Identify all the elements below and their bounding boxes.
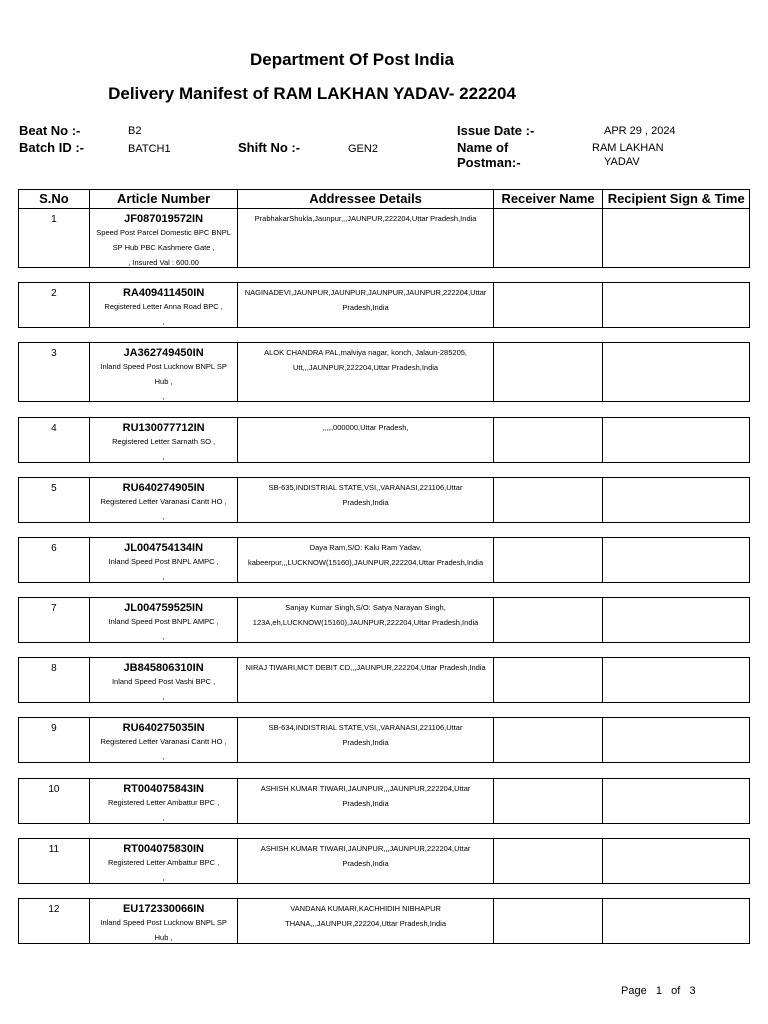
article-detail-line: Inland Speed Post Lucknow BNPL SP [100, 362, 227, 371]
cell-recipient-sign [603, 718, 749, 762]
cell-receiver-name [494, 899, 604, 943]
address-line: ASHISH KUMAR TIWARI,JAUNPUR,,,JAUNPUR,222204,Uttar [260, 784, 471, 793]
cell-receiver-name [494, 209, 604, 267]
issue-date-label: Issue Date :- [457, 123, 535, 138]
article-detail-line: , [162, 813, 165, 822]
cell-article [90, 209, 239, 267]
shift-label: Shift No :- [238, 140, 301, 155]
cell-receiver-name [494, 839, 604, 883]
article-number: JB845806310IN [123, 662, 204, 674]
cell-article [90, 343, 239, 401]
table-header [18, 189, 750, 209]
article-detail-line: Hub , [154, 933, 173, 942]
cell-sno: 5 [19, 478, 90, 522]
article-detail-line: Registered Letter Anna Road BPC , [104, 302, 223, 311]
cell-addressee [238, 658, 493, 702]
article-detail-line: Registered Letter Varanasi Cantt HO , [100, 737, 227, 746]
table-row [18, 208, 750, 268]
address-line: Pradesh,India [342, 799, 389, 808]
address-line: THANA,,,JAUNPUR,222204,Uttar Pradesh,India [285, 919, 447, 928]
table-row [18, 898, 750, 944]
postman-label-line2: Postman:- [457, 155, 521, 170]
cell-sno: 2 [19, 283, 90, 327]
address-line: kabeerpur,,,LUCKNOW(15160),JAUNPUR,222204,Uttar Pradesh,India [248, 558, 484, 567]
cell-receiver-name [494, 418, 604, 462]
article-number: RU640274905IN [122, 482, 205, 494]
address-line: SB-634,INDISTRIAL STATE,VSI,,VARANASI,221106,Uttar [268, 723, 463, 732]
address-line: Pradesh,India [342, 859, 389, 868]
cell-addressee [238, 283, 493, 327]
article-number: RU130077712IN [122, 422, 205, 434]
page-label: Page [621, 985, 647, 997]
article-detail-line: SP Hub PBC Kashmere Gate , [112, 243, 215, 252]
cell-sno: 10 [19, 779, 90, 823]
address-line: Utt,,,JAUNPUR,222204,Uttar Pradesh,India [293, 363, 439, 372]
article-detail-line: , [162, 752, 165, 761]
cell-article [90, 418, 239, 462]
beat-value: B2 [128, 125, 142, 137]
cell-article [90, 538, 239, 582]
address-line: Pradesh,India [342, 303, 389, 312]
cell-article [90, 779, 239, 823]
beat-label: Beat No :- [19, 123, 81, 138]
shift-value: GEN2 [348, 143, 378, 155]
article-detail-line: , [162, 692, 165, 701]
address-line: ASHISH KUMAR TIWARI,JAUNPUR,,,JAUNPUR,222204,Uttar [260, 844, 471, 853]
article-detail-line: , Insured Val : 600.00 [128, 258, 199, 267]
cell-sno: 1 [19, 209, 90, 267]
article-detail-line: Inland Speed Post Vashi BPC , [111, 677, 216, 686]
cell-recipient-sign [603, 598, 749, 642]
postman-label-line1: Name of [457, 140, 509, 155]
cell-receiver-name [494, 598, 604, 642]
article-number: JL004754134IN [124, 542, 204, 554]
article-detail-line: Registered Letter Ambattur BPC , [107, 858, 220, 867]
address-line: NIRAJ TIWARI,MCT DEBIT CD,,,JAUNPUR,222204,Uttar Pradesh,India [245, 663, 486, 672]
cell-recipient-sign [603, 209, 749, 267]
article-number: EU172330066IN [122, 903, 205, 915]
batch-value: BATCH1 [128, 143, 171, 155]
article-detail-line: Registered Letter Varanasi Cantt HO , [100, 497, 227, 506]
cell-article [90, 598, 239, 642]
page-total: 3 [689, 985, 696, 997]
address-line: SB-635,INDISTRIAL STATE,VSI,,VARANASI,221106,Uttar [268, 483, 463, 492]
cell-recipient-sign [603, 418, 749, 462]
article-detail-line: , [162, 452, 165, 461]
cell-receiver-name [494, 283, 604, 327]
cell-sno: 6 [19, 538, 90, 582]
postman-name-line1: RAM LAKHAN [592, 142, 664, 154]
col-header-article: Article Number [90, 190, 239, 208]
postman-name-line2: YADAV [604, 156, 640, 168]
cell-receiver-name [494, 779, 604, 823]
article-detail-line: Registered Letter Ambattur BPC , [107, 798, 220, 807]
cell-recipient-sign [603, 343, 749, 401]
cell-article [90, 658, 239, 702]
page-number: 1 [655, 985, 662, 997]
article-detail-line: Registered Letter Sarnath SO , [112, 437, 216, 446]
table-row [18, 342, 750, 402]
issue-date-value: APR 29 , 2024 [604, 125, 676, 137]
col-header-sno: S.No [19, 190, 90, 208]
page-indicator [621, 985, 696, 997]
article-number: RA409411450IN [122, 287, 205, 299]
article-detail-line: Inland Speed Post BNPL AMPC , [108, 617, 219, 626]
cell-addressee [238, 209, 493, 267]
address-line: Pradesh,India [342, 498, 389, 507]
address-line: VANDANA KUMARI,KACHHIDIH NIBHAPUR [290, 904, 441, 913]
article-detail-line: Inland Speed Post Lucknow BNPL SP [100, 918, 227, 927]
cell-addressee [238, 598, 493, 642]
table-row [18, 537, 750, 583]
page-of-label: of [671, 985, 681, 997]
article-detail-line: , [162, 632, 165, 641]
cell-addressee [238, 899, 493, 943]
cell-sno: 3 [19, 343, 90, 401]
article-detail-line: , [162, 512, 165, 521]
address-line: PrabhakarShukla,Jaunpur,,,JAUNPUR,222204,Uttar Pradesh,India [254, 214, 477, 223]
address-line: 123A,eh,LUCKNOW(15160),JAUNPUR,222204,Uttar Pradesh,India [252, 618, 479, 627]
page-title: Department Of Post India [249, 50, 455, 69]
cell-article [90, 478, 239, 522]
col-header-receiver: Receiver Name [494, 190, 604, 208]
address-line: NAGINADEVI,JAUNPUR,JAUNPUR,JAUNPUR,JAUNPUR,222204,Uttar [244, 288, 487, 297]
table-row [18, 597, 750, 643]
col-header-sign: Recipient Sign & Time [607, 191, 745, 206]
cell-addressee [238, 478, 493, 522]
article-number: JL004759525IN [124, 602, 204, 614]
cell-addressee [238, 418, 493, 462]
cell-addressee [238, 718, 493, 762]
cell-recipient-sign [603, 283, 749, 327]
cell-article [90, 283, 239, 327]
cell-addressee [238, 839, 493, 883]
article-detail-line: Speed Post Parcel Domestic BPC BNPL [96, 228, 231, 237]
table-row [18, 477, 750, 523]
cell-receiver-name [494, 538, 604, 582]
cell-sno: 11 [19, 839, 90, 883]
table-row [18, 657, 750, 703]
table-row [18, 717, 750, 763]
cell-addressee [238, 538, 493, 582]
address-line: Pradesh,India [342, 738, 389, 747]
table-row [18, 282, 750, 328]
article-detail-line: , [162, 317, 165, 326]
address-line: Sanjay Kumar Singh,S/O: Satya Narayan Singh, [285, 603, 446, 612]
cell-recipient-sign [603, 779, 749, 823]
article-detail-line: , [162, 392, 165, 401]
cell-receiver-name [494, 658, 604, 702]
cell-receiver-name [494, 343, 604, 401]
cell-sno: 4 [19, 418, 90, 462]
cell-article [90, 839, 239, 883]
cell-recipient-sign [603, 478, 749, 522]
article-number: JA362749450IN [123, 347, 204, 359]
cell-recipient-sign [603, 658, 749, 702]
address-line: Daya Ram,S/O: Kalu Ram Yadav, [309, 543, 422, 552]
article-detail-line: Inland Speed Post BNPL AMPC , [108, 557, 219, 566]
table-row [18, 838, 750, 884]
cell-receiver-name [494, 478, 604, 522]
cell-sno: 8 [19, 658, 90, 702]
col-header-addressee: Addressee Details [238, 190, 493, 208]
table-row [18, 778, 750, 824]
table-row [18, 417, 750, 463]
article-number: RT004075830IN [123, 843, 204, 855]
cell-recipient-sign [603, 899, 749, 943]
article-number: RU640275035IN [122, 722, 205, 734]
cell-sno: 12 [19, 899, 90, 943]
article-detail-line: , [162, 873, 165, 882]
cell-article [90, 899, 239, 943]
cell-addressee [238, 343, 493, 401]
cell-recipient-sign [603, 538, 749, 582]
cell-receiver-name [494, 718, 604, 762]
address-line: ALOK CHANDRA PAL,malviya nagar, konch, Jalaun-285205, [264, 348, 467, 357]
article-number: RT004075843IN [123, 783, 204, 795]
cell-addressee [238, 779, 493, 823]
manifest-subtitle: Delivery Manifest of RAM LAKHAN YADAV- 222204 [108, 84, 516, 103]
article-number: JF087019572IN [124, 213, 204, 225]
article-detail-line: Hub , [154, 377, 173, 386]
cell-sno: 7 [19, 598, 90, 642]
batch-label: Batch ID :- [19, 140, 84, 155]
article-detail-line: , [162, 572, 165, 581]
address-line: ,,,,,000000,Uttar Pradesh, [322, 423, 409, 432]
cell-sno: 9 [19, 718, 90, 762]
cell-article [90, 718, 239, 762]
cell-recipient-sign [603, 839, 749, 883]
